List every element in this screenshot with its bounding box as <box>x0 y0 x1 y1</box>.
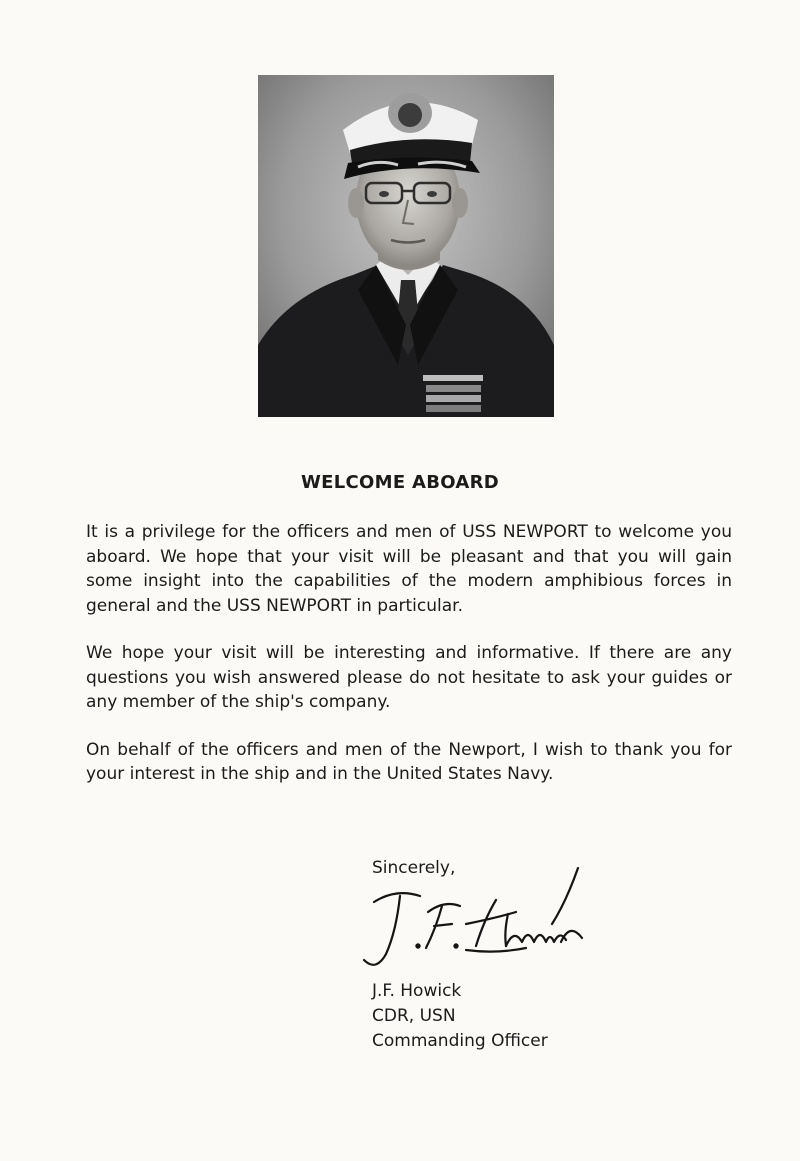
paragraph: On behalf of the officers and men of the Newport, I wish to thank you for your interest in the ship and in the United States Navy. <box>86 739 732 784</box>
paragraph: We hope your visit will be interesting and informative. If there are any questions you wish answered please do not hesitate to ask your guides or any member of the ship's company. <box>86 643 732 712</box>
letter-body <box>86 520 732 810</box>
signature-block <box>372 979 548 1054</box>
handwritten-signature <box>356 862 596 984</box>
paragraph: It is a privilege for the officers and men of USS NEWPORT to welcome you aboard. We hope that your visit will be pleasant and that you will gain some insight into the capabilities of the modern amphibious forces in general and the USS NEWPORT in particular. <box>86 522 732 616</box>
signer-position: Commanding Officer <box>372 1031 548 1051</box>
page-title: WELCOME ABOARD <box>300 472 499 493</box>
closing-salutation: Sincerely, <box>372 858 456 878</box>
signer-rank: CDR, USN <box>372 1006 456 1026</box>
commanding-officer-portrait <box>258 75 554 417</box>
signer-name: J.F. Howick <box>372 981 462 1001</box>
portrait-photo <box>258 75 554 417</box>
